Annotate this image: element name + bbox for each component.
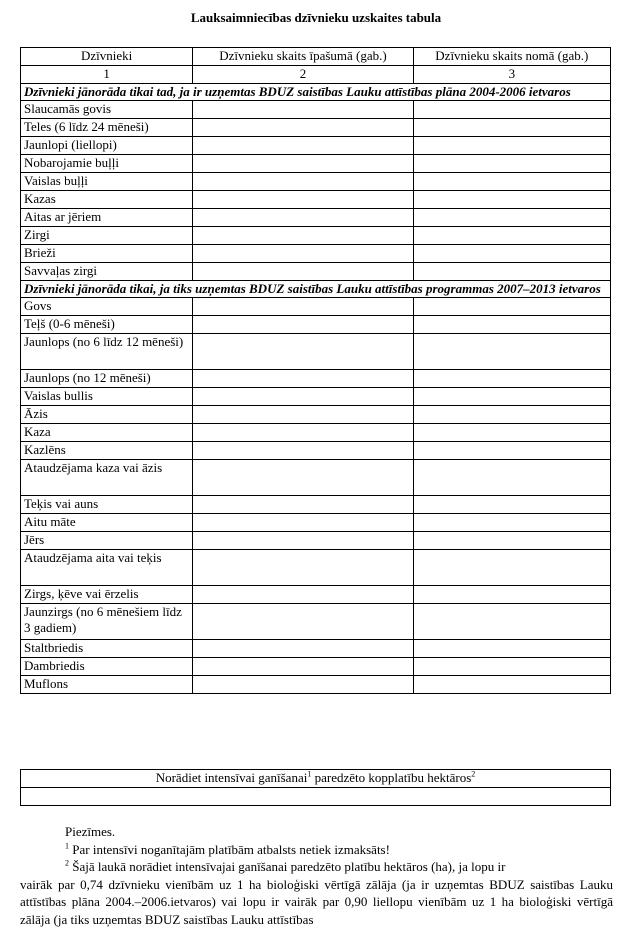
section-title-row	[21, 281, 611, 298]
animal-name: Nobarojamie buļļi	[21, 155, 193, 173]
table-row	[21, 370, 611, 388]
owned-count-cell[interactable]	[193, 298, 413, 316]
table-row	[21, 514, 611, 532]
animal-name: Āzis	[21, 406, 193, 424]
animal-name: Vaislas buļļi	[21, 173, 193, 191]
animal-name: Jaunlops (no 6 līdz 12 mēneši)	[21, 334, 193, 370]
owned-count-cell[interactable]	[193, 424, 413, 442]
table-row	[21, 191, 611, 209]
footnote-2-text: vairāk par 0,74 dzīvnieku vienībām uz 1 ha bioloģiski vērtīgā zālāja (ja ir uzņemtas BDUZ saistības Lauku attīstības plāna 2004.–2006.ietvaros) vai lopu ir vairāk par 0,90 liellopu vienībām uz 1 ha bioloģiski vērtīgā zālāja (ja tiks uzņemtas BDUZ saistības Lauku attīstības	[20, 876, 613, 927]
animal-name: Teķis vai auns	[21, 496, 193, 514]
column-number-row	[21, 66, 611, 84]
rented-count-cell[interactable]	[413, 550, 610, 586]
owned-count-cell[interactable]	[193, 101, 413, 119]
table-row	[21, 604, 611, 640]
table-row	[21, 676, 611, 694]
rented-count-cell[interactable]	[413, 442, 610, 460]
section-title: Dzīvnieki jānorāda tikai tad, ja ir uzņemtas BDUZ saistības Lauku attīstības plāna 2004-2006 ietvaros	[21, 84, 611, 101]
animal-name: Ataudzējama kaza vai āzis	[21, 460, 193, 496]
header-animals: Dzīvnieki	[21, 48, 193, 66]
notes-heading: Piezīmes.	[65, 824, 116, 839]
table-row	[21, 388, 611, 406]
rented-count-cell[interactable]	[413, 676, 610, 694]
animal-name: Kazas	[21, 191, 193, 209]
header-rented-count: Dzīvnieku skaits nomā (gab.)	[413, 48, 610, 66]
owned-count-cell[interactable]	[193, 155, 413, 173]
table-row	[21, 532, 611, 550]
owned-count-cell[interactable]	[193, 245, 413, 263]
area-input-cell[interactable]	[21, 788, 611, 806]
animal-name: Govs	[21, 298, 193, 316]
animal-name: Savvaļas zirgi	[21, 263, 193, 281]
owned-count-cell[interactable]	[193, 640, 413, 658]
owned-count-cell[interactable]	[193, 173, 413, 191]
rented-count-cell[interactable]	[413, 370, 610, 388]
table-row	[21, 334, 611, 370]
owned-count-cell[interactable]	[193, 388, 413, 406]
table-row	[21, 442, 611, 460]
owned-count-cell[interactable]	[193, 406, 413, 424]
rented-count-cell[interactable]	[413, 460, 610, 496]
animal-table	[20, 47, 611, 694]
animal-name: Teles (6 līdz 24 mēneši)	[21, 119, 193, 137]
animal-name: Jaunlopi (liellopi)	[21, 137, 193, 155]
owned-count-cell[interactable]	[193, 227, 413, 245]
column-number: 3	[413, 66, 610, 84]
table-row	[21, 460, 611, 496]
column-number: 2	[193, 66, 413, 84]
animal-name: Slaucamās govis	[21, 101, 193, 119]
animal-name: Dambriedis	[21, 658, 193, 676]
table-row	[21, 298, 611, 316]
table-row	[21, 119, 611, 137]
owned-count-cell[interactable]	[193, 209, 413, 227]
table-row	[21, 137, 611, 155]
owned-count-cell[interactable]	[193, 137, 413, 155]
rented-count-cell[interactable]	[413, 155, 610, 173]
owned-count-cell[interactable]	[193, 496, 413, 514]
owned-count-cell[interactable]	[193, 676, 413, 694]
rented-count-cell[interactable]	[413, 406, 610, 424]
table-row	[21, 658, 611, 676]
owned-count-cell[interactable]	[193, 550, 413, 586]
table-row	[21, 209, 611, 227]
rented-count-cell[interactable]	[413, 640, 610, 658]
owned-count-cell[interactable]	[193, 263, 413, 281]
owned-count-cell[interactable]	[193, 119, 413, 137]
owned-count-cell[interactable]	[193, 532, 413, 550]
animal-name: Ataudzējama aita vai teķis	[21, 550, 193, 586]
area-input-row	[21, 788, 611, 806]
animal-name: Jaunlops (no 12 mēneši)	[21, 370, 193, 388]
animal-name: Kaza	[21, 424, 193, 442]
rented-count-cell[interactable]	[413, 604, 610, 640]
page-title: Lauksaimniecības dzīvnieku uzskaites tabula	[190, 10, 442, 25]
section-title-row	[21, 84, 611, 101]
rented-count-cell[interactable]	[413, 191, 610, 209]
table-row	[21, 101, 611, 119]
notes	[20, 823, 613, 928]
area-header: Norādiet intensīvai ganīšanai$^1$ paredzēto kopplatību hektāros$^2$	[21, 770, 611, 788]
table-row	[21, 496, 611, 514]
rented-count-cell[interactable]	[413, 245, 610, 263]
rented-count-cell[interactable]	[413, 658, 610, 676]
rented-count-cell[interactable]	[413, 316, 610, 334]
animal-name: Staltbriedis	[21, 640, 193, 658]
owned-count-cell[interactable]	[193, 334, 413, 370]
table-row	[21, 640, 611, 658]
owned-count-cell[interactable]	[193, 604, 413, 640]
table-row	[21, 173, 611, 191]
rented-count-cell[interactable]	[413, 209, 610, 227]
table-row	[21, 550, 611, 586]
animal-name: Jērs	[21, 532, 193, 550]
rented-count-cell[interactable]	[413, 334, 610, 370]
owned-count-cell[interactable]	[193, 514, 413, 532]
animal-name: Brieži	[21, 245, 193, 263]
animal-name: Zirgs, ķēve vai ērzelis	[21, 586, 193, 604]
owned-count-cell[interactable]	[193, 658, 413, 676]
rented-count-cell[interactable]	[413, 263, 610, 281]
table-row	[21, 316, 611, 334]
rented-count-cell[interactable]	[413, 424, 610, 442]
animal-name: Aitas ar jēriem	[21, 209, 193, 227]
header-row	[21, 48, 611, 66]
rented-count-cell[interactable]	[413, 388, 610, 406]
owned-count-cell[interactable]	[193, 191, 413, 209]
rented-count-cell[interactable]	[413, 173, 610, 191]
section-title: Dzīvnieki jānorāda tikai, ja tiks uzņemtas BDUZ saistības Lauku attīstības programmas 2007–2013 ietvaros	[21, 281, 611, 298]
column-number: 1	[21, 66, 193, 84]
header-owned-count: Dzīvnieku skaits īpašumā (gab.)	[193, 48, 413, 66]
rented-count-cell[interactable]	[413, 119, 610, 137]
rented-count-cell[interactable]	[413, 496, 610, 514]
animal-name: Zirgi	[21, 227, 193, 245]
owned-count-cell[interactable]	[193, 370, 413, 388]
table-row	[21, 424, 611, 442]
table-row	[21, 406, 611, 424]
table-row	[21, 586, 611, 604]
rented-count-cell[interactable]	[413, 532, 610, 550]
rented-count-cell[interactable]	[413, 101, 610, 119]
table-row	[21, 263, 611, 281]
footnote-1: $^1$ Par intensīvi noganītajām platībām atbalsts netiek izmaksāts!	[65, 841, 390, 857]
rented-count-cell[interactable]	[413, 227, 610, 245]
rented-count-cell[interactable]	[413, 137, 610, 155]
table-row	[21, 245, 611, 263]
owned-count-cell[interactable]	[193, 460, 413, 496]
rented-count-cell[interactable]	[413, 514, 610, 532]
animal-name: Vaislas bullis	[21, 388, 193, 406]
animal-name: Aitu māte	[21, 514, 193, 532]
owned-count-cell[interactable]	[193, 316, 413, 334]
area-table	[20, 769, 611, 806]
owned-count-cell[interactable]	[193, 442, 413, 460]
animal-name: Teļš (0-6 mēneši)	[21, 316, 193, 334]
footnote-2-first-line: $^2$ Šajā laukā norādiet intensīvajai ganīšanai paredzēto platību hektāros (ha), ja lopu ir	[65, 858, 506, 874]
owned-count-cell[interactable]	[193, 586, 413, 604]
area-header-row	[21, 770, 611, 788]
animal-name: Kazlēns	[21, 442, 193, 460]
table-row	[21, 155, 611, 173]
rented-count-cell[interactable]	[413, 298, 610, 316]
table-row	[21, 227, 611, 245]
rented-count-cell[interactable]	[413, 586, 610, 604]
animal-name: Muflons	[21, 676, 193, 694]
animal-name: Jaunzirgs (no 6 mēnešiem līdz 3 gadiem)	[21, 604, 193, 640]
